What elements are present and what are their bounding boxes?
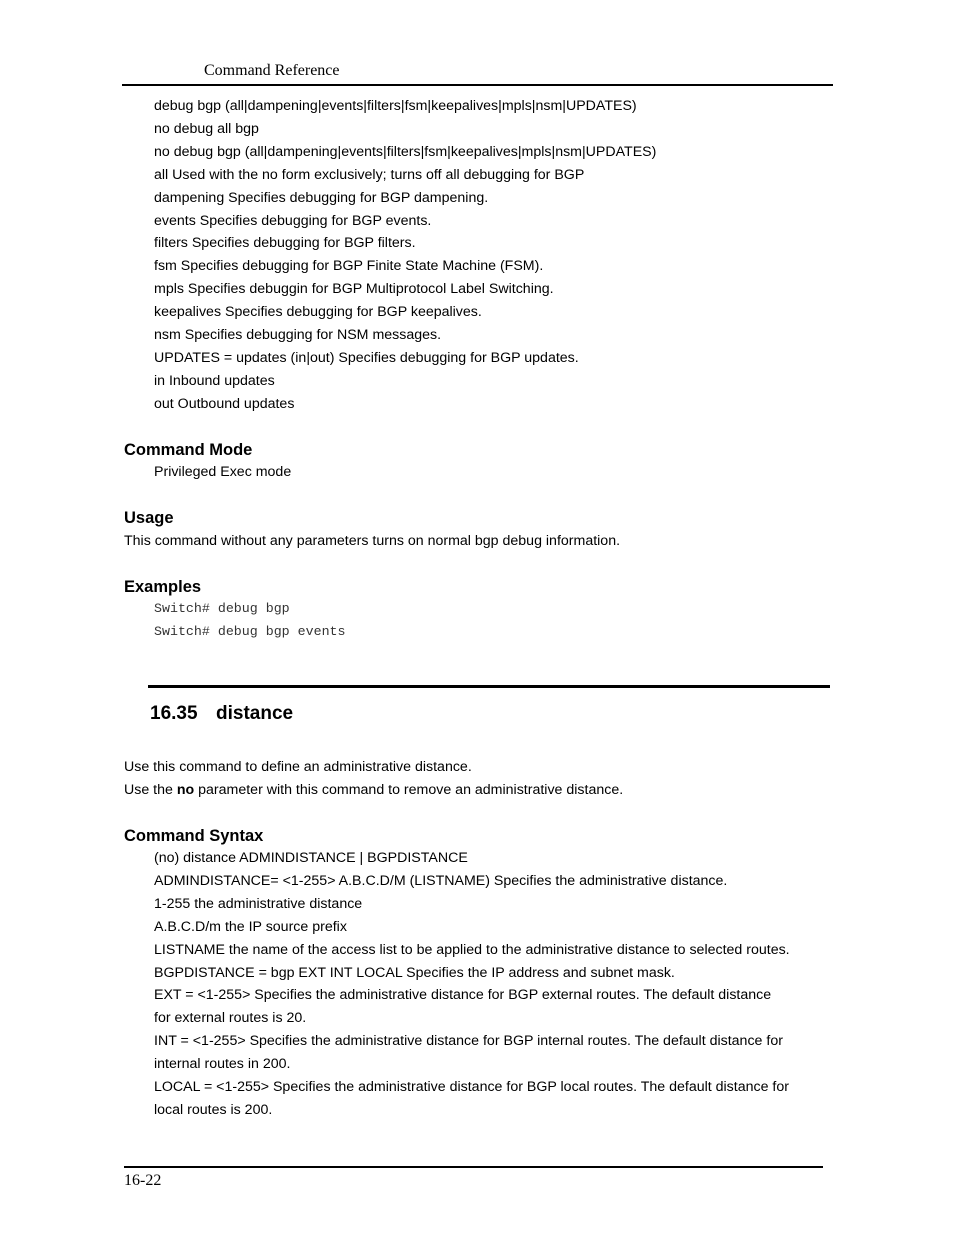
syntax-line: filters Specifies debugging for BGP filters.	[154, 235, 416, 251]
syntax-line: LISTNAME the name of the access list to be applied to the administrative distance to selected routes.	[154, 942, 790, 958]
intro-text: parameter with this command to remove an administrative distance.	[194, 782, 624, 798]
syntax-line: events Specifies debugging for BGP events.	[154, 213, 432, 229]
page-number: 16-22	[124, 1172, 162, 1189]
syntax-line: all Used with the no form exclusively; turns off all debugging for BGP	[154, 167, 585, 183]
syntax-line: debug bgp (all|dampening|events|filters|fsm|keepalives|mpls|nsm|UPDATES)	[154, 98, 637, 114]
syntax-line: out Outbound updates	[154, 396, 295, 412]
syntax-line: BGPDISTANCE = bgp EXT INT LOCAL Specifies the IP address and subnet mask.	[154, 965, 675, 981]
footer-rule	[124, 1166, 823, 1168]
section-number: 16.35	[150, 703, 198, 724]
syntax-line: in Inbound updates	[154, 373, 275, 389]
section-rule	[148, 685, 830, 688]
usage-text: This command without any parameters turns on normal bgp debug information.	[124, 533, 621, 549]
syntax-line: (no) distance ADMINDISTANCE | BGPDISTANCE	[154, 850, 468, 866]
command-mode-text: Privileged Exec mode	[154, 464, 292, 480]
syntax-line: mpls Specifies debuggin for BGP Multiprotocol Label Switching.	[154, 281, 554, 297]
syntax-line: for external routes is 20.	[154, 1010, 307, 1026]
syntax-line: nsm Specifies debugging for NSM messages.	[154, 327, 442, 343]
syntax-line: internal routes in 200.	[154, 1056, 291, 1072]
syntax-line: keepalives Specifies debugging for BGP keepalives.	[154, 304, 482, 320]
syntax-line: INT = <1-255> Specifies the administrative distance for BGP internal routes. The default distance for	[154, 1033, 783, 1049]
command-mode-heading: Command Mode	[124, 441, 253, 459]
syntax-line: A.B.C.D/m the IP source prefix	[154, 919, 347, 935]
syntax-line: no debug all bgp	[154, 121, 259, 137]
intro-line: Use this command to define an administrative distance.	[124, 759, 472, 775]
intro-line	[124, 781, 623, 799]
syntax-line: ADMINDISTANCE= <1-255> A.B.C.D/M (LISTNAME) Specifies the administrative distance.	[154, 873, 728, 889]
syntax-line: 1-255 the administrative distance	[154, 896, 363, 912]
syntax-line: local routes is 200.	[154, 1102, 273, 1118]
usage-heading: Usage	[124, 509, 174, 527]
syntax-line: LOCAL = <1-255> Specifies the administrative distance for BGP local routes. The default distance for	[154, 1079, 789, 1095]
header-rule	[122, 84, 833, 86]
intro-text: Use the	[124, 782, 177, 798]
syntax-line: EXT = <1-255> Specifies the administrative distance for BGP external routes. The default distance	[154, 987, 772, 1003]
intro-bold-keyword: no	[176, 782, 195, 798]
syntax-line: no debug bgp (all|dampening|events|filters|fsm|keepalives|mpls|nsm|UPDATES)	[154, 144, 657, 160]
command-syntax-heading: Command Syntax	[124, 827, 264, 845]
example-code-line: Switch# debug bgp events	[154, 624, 346, 639]
examples-heading: Examples	[124, 578, 202, 596]
running-header: Command Reference	[204, 62, 340, 79]
syntax-line: fsm Specifies debugging for BGP Finite State Machine (FSM).	[154, 258, 544, 274]
example-code-line: Switch# debug bgp	[154, 601, 290, 616]
syntax-line: UPDATES = updates (in|out) Specifies debugging for BGP updates.	[154, 350, 579, 366]
section-name: distance	[216, 703, 294, 724]
section-title	[150, 702, 293, 726]
syntax-line: dampening Specifies debugging for BGP dampening.	[154, 190, 489, 206]
